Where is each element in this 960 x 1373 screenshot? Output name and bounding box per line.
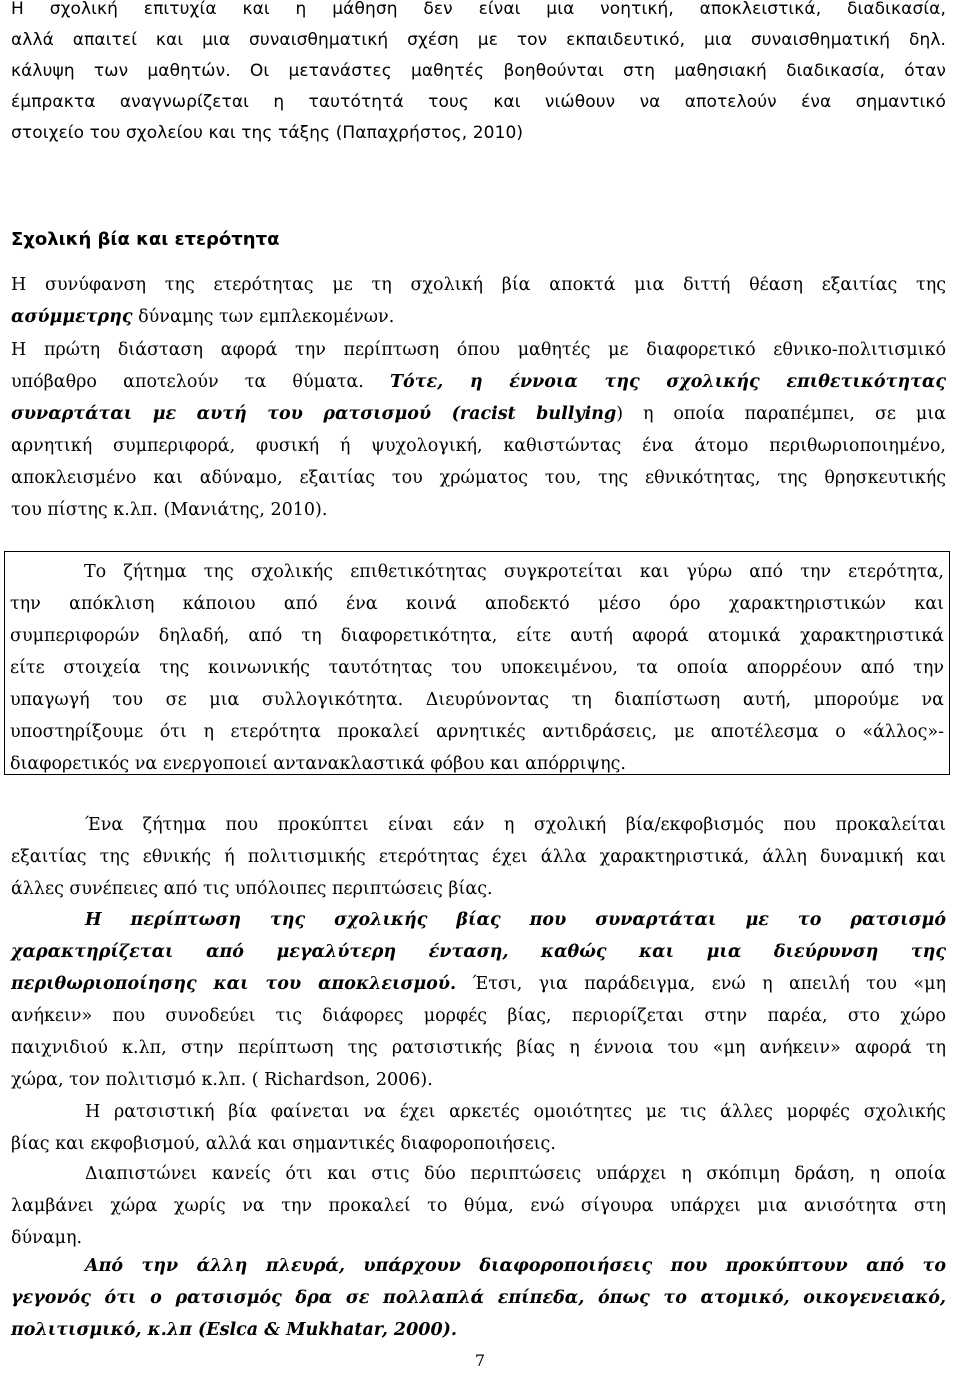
text-run: Έτσι, για παράδειγμα, ενώ η απειλή του «μη: [456, 974, 946, 994]
text-line: [11, 968, 946, 1000]
text-line: αρνητική συμπεριφορά, φυσική ή ψυχολογική, καθιστώντας ένα άτομο περιθωριοποιημένο,: [11, 436, 946, 456]
text-line: κάλυψη των μαθητών. Οι μετανάστες μαθητές βοηθούνται στη μαθησιακή διαδικασία, όταν: [11, 61, 946, 81]
text-line: του πίστης κ.λπ. (Μανιάτης, 2010).: [11, 500, 328, 520]
text-line: λαμβάνει χώρα χωρίς να την προκαλεί το θύμα, ενώ σίγουρα υπάρχει μια ανισότητα στη: [11, 1196, 946, 1216]
text-line: [11, 301, 946, 333]
text-line: υποστηρίξουμε ότι η ετερότητα προκαλεί αρνητικές αντιδράσεις, με αποτέλεσμα ο «άλλος»-: [10, 722, 944, 742]
text-line: έμπρακτα αναγνωρίζεται η ταυτότητά τους και νιώθουν να αποτελούν ένα σημαντικό: [11, 92, 946, 112]
text-line: Από την άλλη πλευρά, υπάρχουν διαφοροποιήσεις που προκύπτουν από το: [85, 1256, 946, 1276]
page-number: 7: [474, 1351, 486, 1370]
section-paragraph-first-dimension: [11, 334, 946, 526]
text-line: γεγονός ότι ο ρατσισμός δρα σε πολλαπλά επίπεδα, όπως το ατομικό, οικογενειακό,: [11, 1288, 946, 1308]
paragraph-another-issue: [11, 809, 946, 905]
text-line: Η πρώτη διάσταση αφορά την περίπτωση όπου μαθητές με διαφορετικό εθνικο-πολιτισμικό: [11, 340, 946, 360]
paragraph-similarities: [11, 1096, 946, 1160]
text-line: Η σχολική επιτυχία και η μάθηση δεν είναι μια νοητική, αποκλειστικά, διαδικασία,: [11, 0, 946, 19]
emphasis-text: περιθωριοποίησης και του αποκλεισμού.: [11, 974, 457, 994]
text-line: Διαπιστώνει κανείς ότι και στις δύο περιπτώσεις υπάρχει η σκόπιμη δράση, η οποία: [85, 1164, 946, 1184]
text-line: πολιτισμικό, κ.λπ (Eslca & Mukhatar, 2000).: [11, 1320, 458, 1340]
text-line: Το ζήτημα της σχολικής επιθετικότητας συγκροτείται και γύρω από την ετερότητα,: [84, 562, 944, 582]
text-line: [11, 366, 946, 398]
intro-paragraph: [11, 0, 946, 149]
section-heading: Σχολική βία και ετερότητα: [11, 229, 280, 250]
text-run: υπόβαθρο αποτελούν τα θύματα.: [11, 372, 391, 392]
text-line: Ένα ζήτημα που προκύπτει είναι εάν η σχολική βία/εκφοβισμός που προκαλείται: [85, 815, 946, 835]
text-line: Η συνύφανση της ετερότητας με τη σχολική βία αποκτά μια διττή θέαση εξαιτίας της: [11, 275, 946, 295]
text-line: [11, 904, 946, 936]
text-line: άλλες συνέπειες από τις υπόλοιπες περιπτώσεις βίας.: [11, 879, 493, 899]
section-paragraph-asymmetry: [11, 269, 946, 333]
emphasis-text: ασύμμετρης: [11, 307, 133, 327]
text-line: δύναμη.: [11, 1228, 83, 1248]
text-line: στοιχείο του σχολείου και της τάξης (Παπαχρήστος, 2010): [11, 123, 524, 143]
emphasis-text: χαρακτηρίζεται από μεγαλύτερη ένταση, καθώς και μια διεύρυνση της: [11, 942, 946, 962]
paragraph-racism-case: [11, 904, 946, 1096]
text-line: παιχνιδιού κ.λπ, στην περίπτωση της ρατσιστικής βίας η έννοια του «μη ανήκειν» αφορά τη: [11, 1038, 946, 1058]
text-line: είτε στοιχεία της κοινωνικής ταυτότητας του υποκειμένου, τα οποία απορρέουν από την: [10, 658, 944, 678]
text-line: εξαιτίας της εθνικής ή πολιτισμικής ετερότητας έχει άλλα χαρακτηριστικά, άλλη δυναμική και: [11, 847, 946, 867]
paragraph-intent: [11, 1158, 946, 1254]
text-line: [11, 398, 946, 430]
text-line: αλλά απαιτεί και μια συναισθηματική σχέση με τον εκπαιδευτικό, μια συναισθηματική δηλ.: [11, 30, 946, 50]
emphasis-text: Η περίπτωση της σχολικής βίας που συναρτάται με το ρατσισμό: [85, 910, 946, 930]
text-line: διαφορετικός να ενεργοποιεί αντανακλαστικά φόβου και απόρριψης.: [10, 754, 626, 774]
text-line: χώρα, τον πολιτισμό κ.λπ. ( Richardson, 2006).: [11, 1070, 433, 1090]
boxed-paragraph: [4, 551, 950, 775]
text-line: [11, 936, 946, 968]
text-line: αποκλεισμένο και αδύναμο, εξαιτίας του χρώματος του, της εθνικότητας, της θρησκευτικής: [11, 468, 946, 488]
text-run: ) η οποία παραπέμπει, σε μια: [616, 404, 946, 424]
text-line: Η ρατσιστική βία φαίνεται να έχει αρκετές ομοιότητες με τις άλλες μορφές σχολικής: [85, 1102, 946, 1122]
text-line: την απόκλιση κάποιου από ένα κοινά αποδεκτό μέσο όρο χαρακτηριστικών και: [10, 594, 944, 614]
text-line: συμπεριφορών δηλαδή, από τη διαφορετικότητα, είτε αυτή αφορά ατομικά χαρακτηριστικά: [10, 626, 944, 646]
paragraph-levels: [11, 1250, 946, 1346]
text-line: ανήκειν» που συνοδεύει τις διάφορες μορφές βίας, περιορίζεται στην παρέα, στο χώρο: [11, 1006, 946, 1026]
text-run: δύναμης των εμπλεκομένων.: [132, 307, 395, 327]
emphasis-text: συναρτάται με αυτή του ρατσισμού (racist bullying: [11, 404, 617, 424]
text-line: βίας και εκφοβισμού, αλλά και σημαντικές διαφοροποιήσεις.: [11, 1134, 556, 1154]
emphasis-text: Τότε, η έννοια της σχολικής επιθετικότητας: [390, 372, 947, 392]
text-line: υπαγωγή του σε μια συλλογικότητα. Διευρύνοντας τη διαπίστωση αυτή, μπορούμε να: [10, 690, 944, 710]
